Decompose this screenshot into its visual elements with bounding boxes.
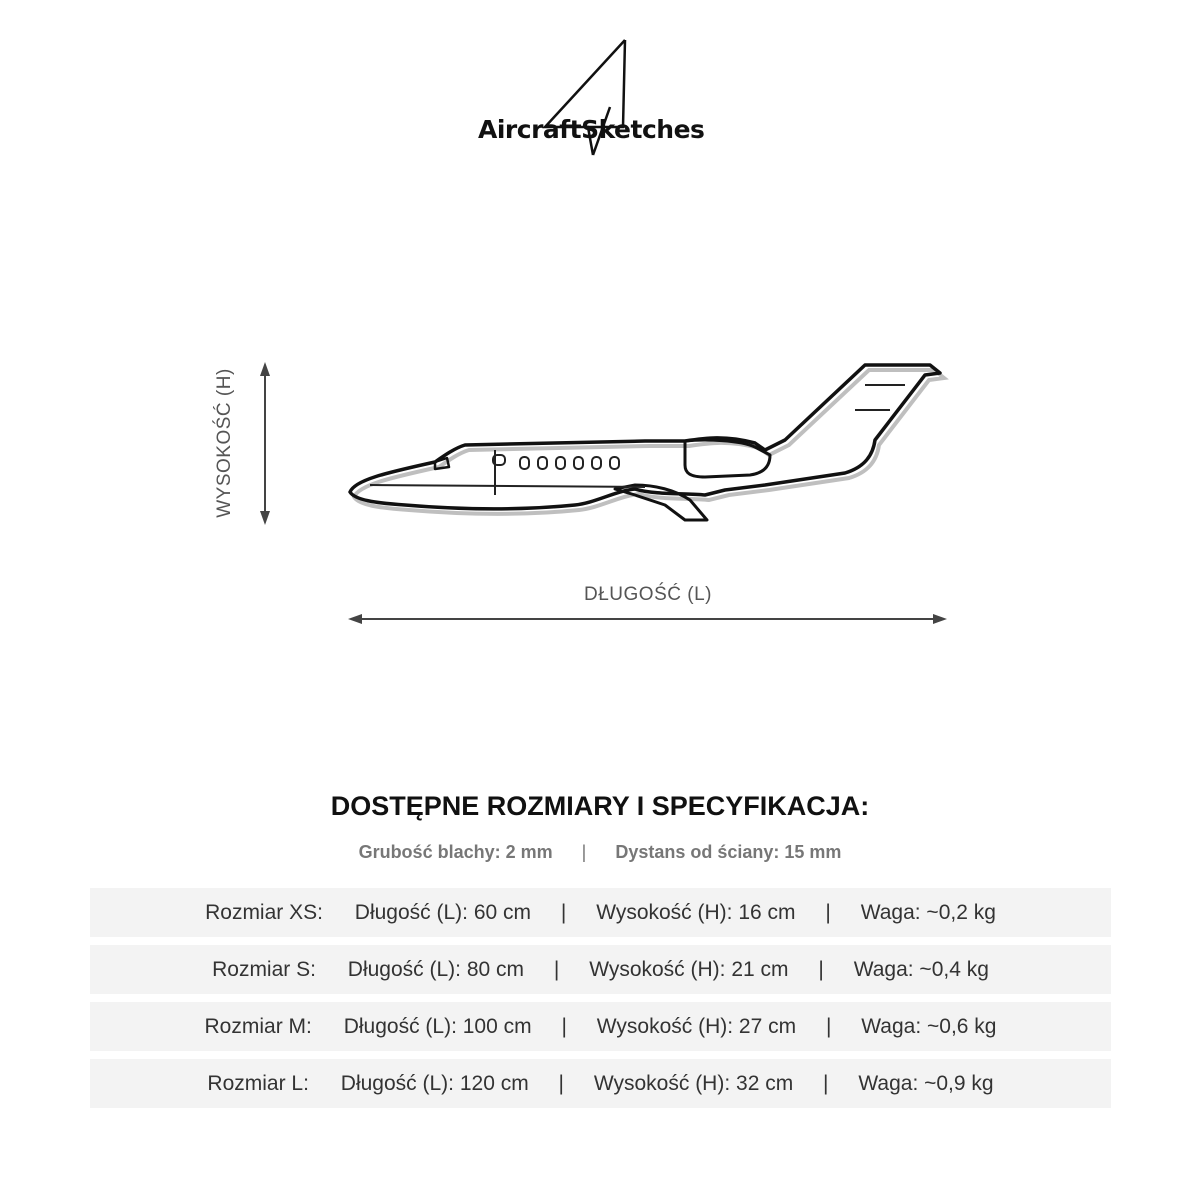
logo-text: AircraftSketches xyxy=(478,115,705,144)
size-row-xs xyxy=(90,888,1111,937)
size-weight: Waga: ~0,2 kg xyxy=(860,901,996,924)
separator: | xyxy=(825,901,831,924)
size-name: Rozmiar M: xyxy=(204,1015,312,1038)
separator: | xyxy=(558,1072,565,1095)
size-weight: Waga: ~0,9 kg xyxy=(858,1072,994,1095)
size-height: Wysokość (H): 21 cm xyxy=(589,958,789,981)
separator: | xyxy=(561,1015,567,1038)
wall-distance: Dystans od ściany: 15 mm xyxy=(615,842,842,862)
height-dimension-label: WYSOKOŚĆ (H) xyxy=(214,368,235,518)
size-length: Długość (L): 120 cm xyxy=(340,1072,529,1095)
size-name: Rozmiar L: xyxy=(207,1072,309,1095)
size-height: Wysokość (H): 16 cm xyxy=(596,901,796,924)
size-length: Długość (L): 60 cm xyxy=(354,901,532,924)
length-dimension-label: DŁUGOŚĆ (L) xyxy=(584,584,712,605)
separator: | xyxy=(581,842,587,862)
size-name: Rozmiar S: xyxy=(212,958,316,981)
size-height: Wysokość (H): 32 cm xyxy=(593,1072,794,1095)
size-name: Rozmiar XS: xyxy=(205,901,323,924)
separator: | xyxy=(560,901,567,924)
size-row-m xyxy=(90,1002,1111,1051)
size-height: Wysokość (H): 27 cm xyxy=(596,1015,797,1038)
size-length: Długość (L): 100 cm xyxy=(343,1015,532,1038)
separator: | xyxy=(818,958,824,981)
specs-heading: DOSTĘPNE ROZMIARY I SPECYFIKACJA: xyxy=(330,791,870,821)
size-weight: Waga: ~0,4 kg xyxy=(853,958,989,981)
sheet-thickness: Grubość blachy: 2 mm xyxy=(358,842,553,862)
specs-subline xyxy=(0,842,1200,863)
size-row-s xyxy=(90,945,1111,994)
separator: | xyxy=(825,1015,832,1038)
size-row-l xyxy=(90,1059,1111,1108)
size-weight: Waga: ~0,6 kg xyxy=(861,1015,997,1038)
separator: | xyxy=(553,958,560,981)
aircraft-silhouette xyxy=(345,355,955,535)
size-length: Długość (L): 80 cm xyxy=(347,958,525,981)
separator: | xyxy=(823,1072,829,1095)
size-table xyxy=(90,888,1111,1116)
